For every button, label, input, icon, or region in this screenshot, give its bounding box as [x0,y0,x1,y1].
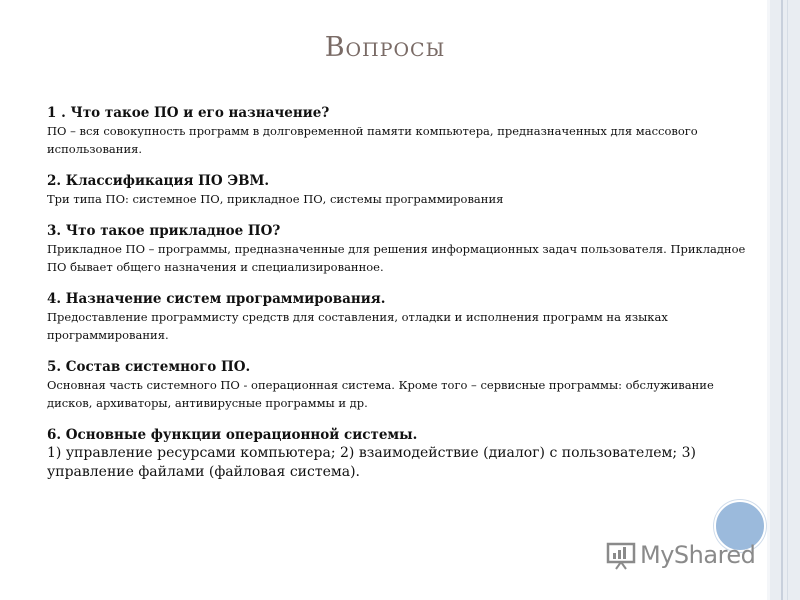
border-line [787,0,788,600]
presentation-chart-icon [606,540,636,570]
question-title: 6. Основные функции операционной системы. [47,427,418,443]
border-line [781,0,783,600]
border-stripe-outer [770,0,800,600]
question-title: 2. Классификация ПО ЭВМ. [47,173,270,189]
question-item [47,172,747,208]
question-title: 3. Что такое прикладное ПО? [47,223,281,239]
question-item [47,358,747,412]
question-answer: Три типа ПО: системное ПО, прикладное ПО, системы программирования [47,192,504,206]
question-answer: Прикладное ПО – программы, предназначенные для решения информационных задач пользователя. Прикладное ПО бывает общего назначения и специализированное. [47,242,746,274]
slide-title: Вопросы [324,32,446,63]
questions-list [47,104,747,496]
question-answer: 1) управление ресурсами компьютера; 2) взаимодействие (диалог) с пользователем; 3) управление файлами (файловая система). [47,445,696,480]
question-title: 4. Назначение систем программирования. [47,291,386,307]
watermark-logo [606,538,766,572]
question-answer: Основная часть системного ПО - операционная система. Кроме того – сервисные программы: обслуживание дисков, архиваторы, антивирусные программы и др. [47,378,714,410]
question-item [47,426,747,482]
question-answer: ПО – вся совокупность программ в долговременной памяти компьютера, предназначенных для массового использования. [47,124,698,156]
question-item [47,222,747,276]
watermark-text: MyShared [640,541,756,569]
question-item [47,104,747,158]
question-title: 5. Состав системного ПО. [47,359,251,375]
question-answer: Предоставление программисту средств для составления, отладки и исполнения программ на языках программирования. [47,310,668,342]
question-item [47,290,747,344]
question-title: 1 . Что такое ПО и его назначение? [47,105,330,121]
